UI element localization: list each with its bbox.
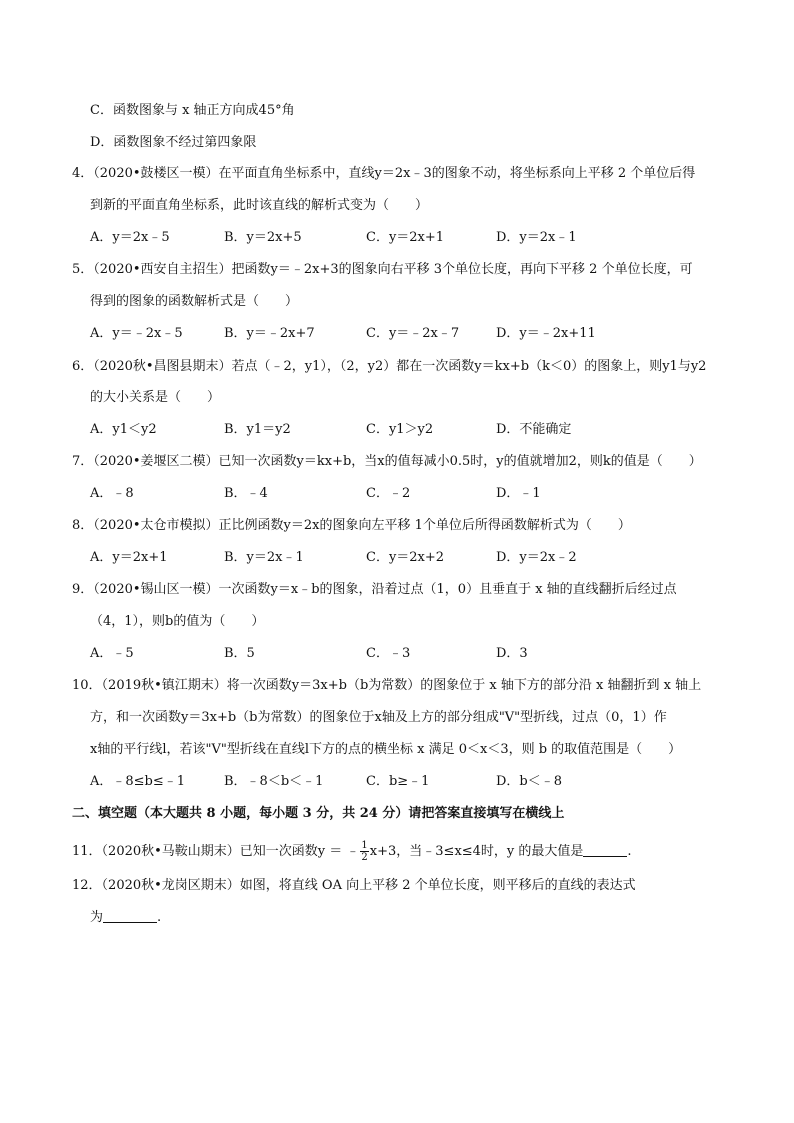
q8-stem-line1: 8．（2020•太仓市模拟）正比例函数y＝2x的图象向左平移 1个单位后所得函数解析式为（ ） xyxy=(72,518,631,533)
q6-stem-line1: 6．（2020秋•昌图县期末）若点（﹣2，y1），（2，y2）都在一次函数y＝kx+b（k＜0）的图象上，则y1与y2 xyxy=(72,359,707,374)
q6-option-d: D．不能确定 xyxy=(496,422,572,437)
q12-answer-blank[interactable] xyxy=(103,908,157,923)
q5-stem-line2: 得到的图象的函数解析式是（ ） xyxy=(90,294,299,309)
q6-option-b: B．y1＝y2 xyxy=(224,422,291,437)
q7-option-d: D．﹣1 xyxy=(496,486,541,501)
q9-stem-line2: （4，1），则b的值为（ ） xyxy=(90,614,265,629)
q10-option-d: D．b＜﹣8 xyxy=(496,774,563,789)
q4-stem-line2: 到新的平面直角坐标系，此时该直线的解析式变为（ ） xyxy=(90,198,429,213)
q10-stem-line3: x轴的平行线l，若该"V"型折线在直线l下方的点的横坐标 x 满足 0＜x＜3，则 b 的取值范围是（ ） xyxy=(90,742,682,757)
q5-option-b: B．y＝﹣2x+7 xyxy=(224,326,315,341)
q6-option-c: C．y1＞y2 xyxy=(366,422,434,437)
q9-option-d: D．3 xyxy=(496,646,528,661)
q7-option-c: C．﹣2 xyxy=(366,486,411,501)
q10-stem-line2: 方，和一次函数y＝3x+b（b为常数）的图象位于x轴及上方的部分组成"V"型折线，过点（0，1）作 xyxy=(90,710,667,725)
q11-frac-denominator: 2 xyxy=(361,852,368,863)
q11-prefix: 11．（2020秋•马鞍山期末）已知一次函数y ＝ ﹣ xyxy=(72,844,360,859)
q12-stem-line2 xyxy=(90,908,161,928)
q10-option-b: B．﹣8＜b＜﹣1 xyxy=(224,774,324,789)
q10-option-c: C．b≥﹣1 xyxy=(366,774,430,789)
section-heading-fill-in: 二、填空题（本大题共 8 小题，每小题 3 分，共 24 分）请把答案直接填写在横线上 xyxy=(72,806,565,821)
q5-option-c: C．y＝﹣2x﹣7 xyxy=(366,326,460,341)
q8-option-c: C．y＝2x+2 xyxy=(366,550,445,565)
q4-stem-line1: 4．（2020•鼓楼区一模）在平面直角坐标系中，直线y＝2x﹣3的图象不动，将坐标系向上平移 2 个单位后得 xyxy=(72,166,696,181)
q9-option-b: B．5 xyxy=(224,646,255,661)
q4-option-d: D．y＝2x﹣1 xyxy=(496,230,577,245)
q4-option-c: C．y＝2x+1 xyxy=(366,230,445,245)
q3-option-c: C．函数图象与 x 轴正方向成45°角 xyxy=(90,103,295,118)
q7-option-b: B．﹣4 xyxy=(224,486,268,501)
q11-frac-numerator: 1 xyxy=(361,840,368,851)
q12-line2-prefix: 为 xyxy=(90,910,104,925)
q10-stem-line1: 10．（2019秋•镇江期末）将一次函数y＝3x+b（b为常数）的图象位于 x 轴下方的部分沿 x 轴翻折到 x 轴上 xyxy=(72,678,702,693)
q8-option-b: B．y＝2x﹣1 xyxy=(224,550,304,565)
q8-option-d: D．y＝2x﹣2 xyxy=(496,550,577,565)
q7-option-a: A．﹣8 xyxy=(90,486,134,501)
q3-option-d: D．函数图象不经过第四象限 xyxy=(90,135,257,150)
q5-option-a: A．y＝﹣2x﹣5 xyxy=(90,326,183,341)
q8-option-a: A．y＝2x+1 xyxy=(90,550,168,565)
q7-stem-line1: 7．（2020•姜堰区二模）已知一次函数y＝kx+b，当x的值每减小0.5时，y的值就增加2，则k的值是（ ） xyxy=(72,454,702,469)
q11-stem xyxy=(72,840,632,863)
q5-stem-line1: 5．（2020•西安自主招生）把函数y＝﹣2x+3的图象向右平移 3个单位长度，再向下平移 2 个单位长度，可 xyxy=(72,262,693,277)
q11-answer-blank[interactable] xyxy=(583,842,627,857)
q11-suffix: x+3，当﹣3≤x≤4时，y 的最大值是 xyxy=(369,844,584,859)
q4-option-b: B．y＝2x+5 xyxy=(224,230,302,245)
q6-option-a: A．y1＜y2 xyxy=(90,422,157,437)
q4-option-a: A．y＝2x﹣5 xyxy=(90,230,170,245)
q5-option-d: D．y＝﹣2x+11 xyxy=(496,326,596,341)
q9-stem-line1: 9．（2020•锡山区一模）一次函数y＝x﹣b的图象，沿着过点（1，0）且垂直于 x 轴的直线翻折后经过点 xyxy=(72,582,677,597)
q6-stem-line2: 的大小关系是（ ） xyxy=(90,390,221,405)
q12-stem-line1: 12．（2020秋•龙岗区期末）如图，将直线 OA 向上平移 2 个单位长度，则平移后的直线的表达式 xyxy=(72,878,636,893)
q9-option-c: C．﹣3 xyxy=(366,646,411,661)
q10-option-a: A．﹣8≤b≤﹣1 xyxy=(90,774,186,789)
q11-end: . xyxy=(627,844,632,859)
q12-line2-end: . xyxy=(157,910,162,925)
q9-option-a: A．﹣5 xyxy=(90,646,134,661)
q11-fraction xyxy=(360,840,368,863)
